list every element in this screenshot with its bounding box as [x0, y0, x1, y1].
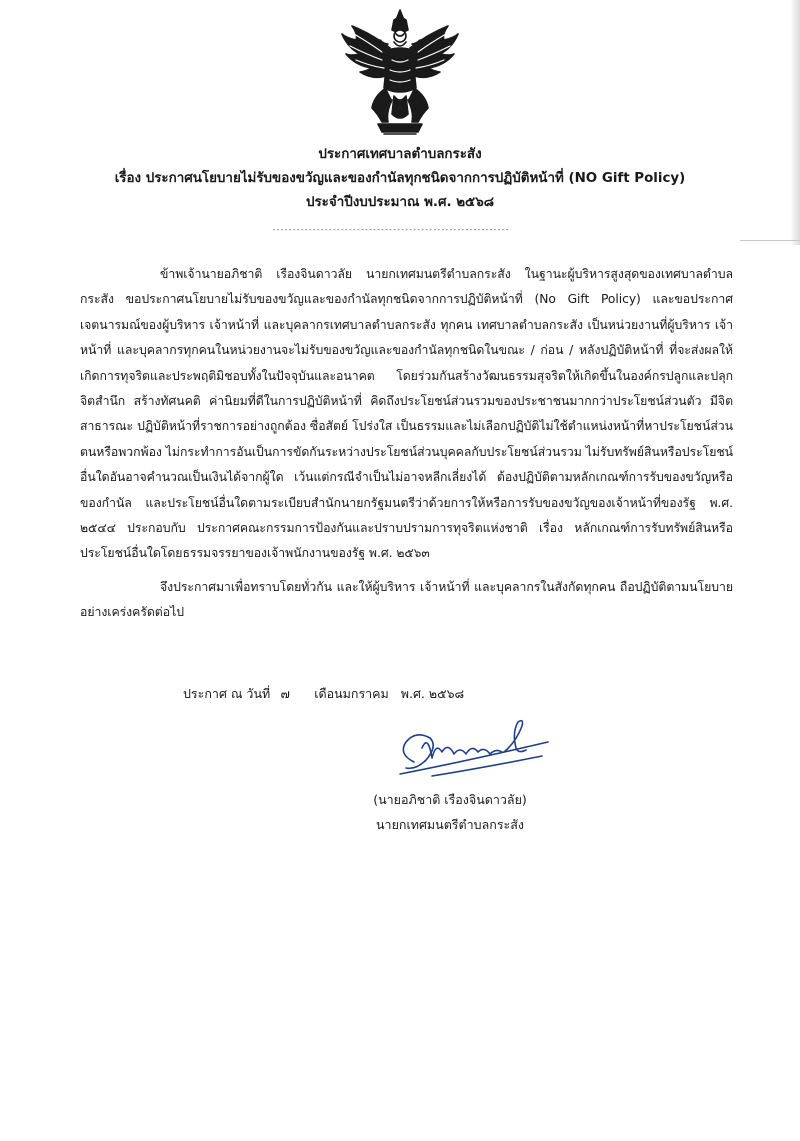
fiscal-year: ประจำปีงบประมาณ พ.ศ. ๒๕๖๘	[305, 195, 495, 210]
garuda-emblem-icon	[338, 4, 462, 140]
announcement-subject: เรื่อง ประกาศนโยบายไม่รับของขวัญและของกำนัลทุกชนิดจากการปฏิบัติหน้าที่ (NO Gift Policy)	[114, 171, 686, 186]
handwritten-signature-icon	[392, 712, 552, 792]
page-edge-line	[740, 240, 800, 241]
date-month: เดือนมกราคม	[314, 686, 389, 701]
date-day: ๗	[280, 686, 290, 701]
body-paragraph-2: จึงประกาศมาเพื่อทราบโดยทั่วกัน และให้ผู้บริหาร เจ้าหน้าที่ และบุคลากรในสังกัดทุกคน ถือปฏิบัติตามนโยบายอย่างเคร่งครัดต่อไป	[80, 579, 733, 620]
date-prefix: ประกาศ ณ วันที่	[183, 686, 271, 701]
header-separator: -----------------------------------------------------------	[272, 226, 509, 234]
announcement-title: ประกาศเทศบาลตำบลกระสัง	[318, 147, 482, 162]
date-year: พ.ศ. ๒๕๖๘	[400, 686, 465, 701]
body-paragraph-1: ข้าพเจ้านายอภิชาติ เรืองจินดาวลัย นายกเทศมนตรีตำบลกระสัง ในฐานะผู้บริหารสูงสุดของเทศบาลตำบลกระสัง ขอประกาศนโยบายไม่รับของขวัญและของกำนัลทุกชนิดจากการปฏิบัติหน้าที่ (No Gift Policy) และขอประกาศเจตนารมณ์ของผู้บริหาร เจ้าหน้าที่ และบุคลากรเทศบาลตำบลกระสัง ทุกคน เทศบาลตำบลกระสัง เป็นหน่วยงานที่ผู้บริหาร เจ้าหน้าที่ และบุคลากรทุกคนในหน่วยงานจะไม่รับของขวัญและของกำนัลทุกชนิดในขณะ / ก่อน / หลังปฏิบัติหน้าที่ ที่จะส่งผลให้เกิดการทุจริตและประพฤติมิชอบทั้งในปัจจุบันและอนาคต โดยร่วมกันสร้างวัฒนธรรมสุจริตให้เกิดขึ้นในองค์กรปลูกและปลุกจิตสำนึก สร้างทัศนคติ ค่านิยมที่ดีในการปฏิบัติหน้าที่ คิดถึงประโยชน์ส่วนรวมของประชาชนมากกว่าประโยชน์ส่วนตัว มีจิตสาธารณะ ปฏิบัติหน้าที่ราชการอย่างถูกต้อง ซื่อสัตย์ โปร่งใส เป็นธรรมและไม่เลือกปฏิบัติไม่ใช้ตำแหน่งหน้าที่หาประโยชน์ส่วนตนหรือพวกพ้อง ไม่กระทำการอันเป็นการขัดกันระหว่างประโยชน์ส่วนบุคคลกับประโยชน์ส่วนรวม ไม่รับทรัพย์สินหรือประโยชน์อื่นใดอันอาจคำนวณเป็นเงินได้จากผู้ใด เว้นแต่กรณีจำเป็นไม่อาจหลีกเลี่ยงได้ ต้องปฏิบัติตามหลักเกณฑ์การรับของขวัญหรือของกำนัล และประโยชน์อื่นใดตามระเบียบสำนักนายกรัฐมนตรีว่าด้วยการให้หรือการรับของขวัญของเจ้าหน้าที่ของรัฐ พ.ศ. ๒๕๔๔ ประกอบกับ ประกาศคณะกรรมการป้องกันและปราบปรามการทุจริตแห่งชาติ เรื่อง หลักเกณฑ์การรับทรัพย์สินหรือประโยชน์อื่นใดโดยธรรมจรรยาของเจ้าพนักงานของรัฐ พ.ศ. ๒๕๖๓	[80, 267, 734, 561]
signer-position: นายกเทศมนตรีตำบลกระสัง	[376, 817, 524, 832]
announcement-date	[183, 684, 464, 704]
signer-name: (นายอภิชาติ เรืองจินดาวลัย)	[373, 792, 527, 807]
announcement-header	[0, 143, 800, 215]
announcement-body	[80, 262, 733, 626]
